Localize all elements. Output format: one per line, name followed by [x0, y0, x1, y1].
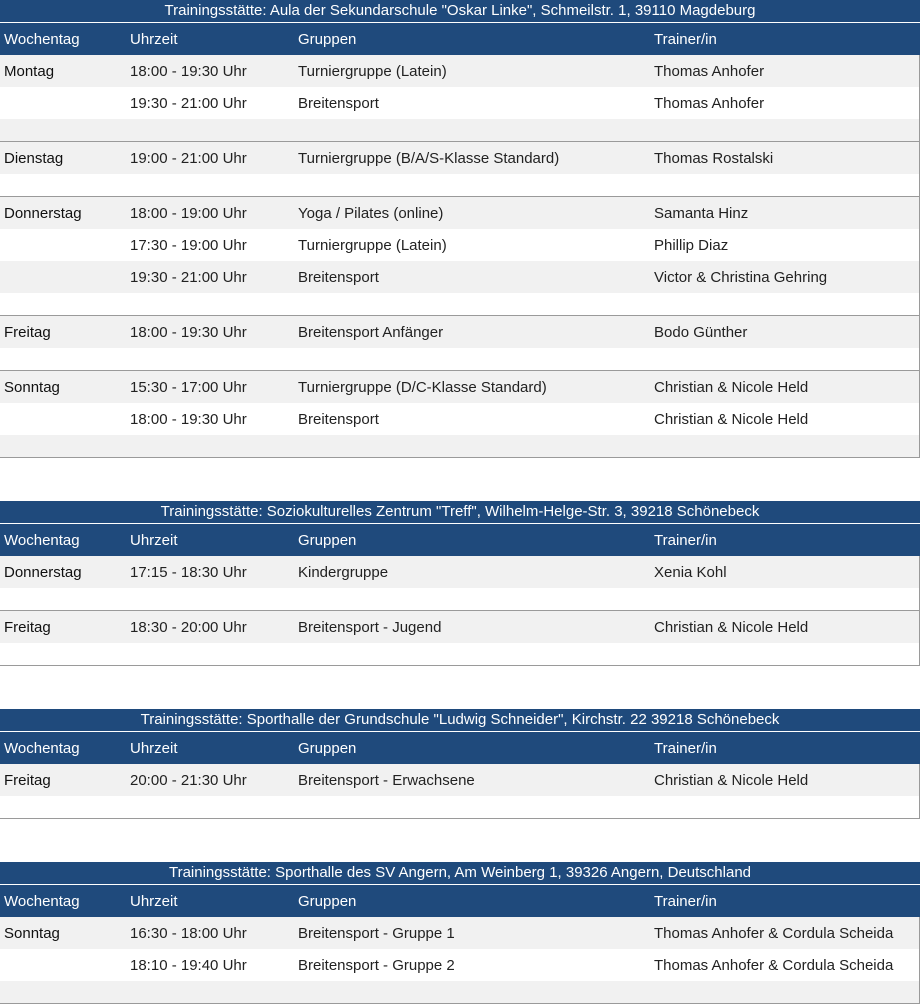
day-group — [0, 556, 920, 611]
time-cell: 18:00 - 19:30 Uhr — [130, 323, 247, 341]
table-row — [0, 611, 919, 643]
table-row — [0, 229, 919, 261]
day-group — [0, 316, 920, 371]
table-row — [0, 316, 919, 348]
venue-title: Trainingsstätte: Sporthalle des SV Angern, Am Weinberg 1, 39326 Angern, Deutschland — [0, 862, 920, 885]
table-row — [0, 197, 919, 229]
table-row — [0, 371, 919, 403]
header-time: Uhrzeit — [130, 739, 178, 757]
spacer-row — [0, 796, 919, 818]
time-cell: 17:15 - 18:30 Uhr — [130, 563, 247, 581]
time-cell: 18:00 - 19:30 Uhr — [130, 410, 247, 428]
day-group — [0, 917, 920, 1004]
header-group: Gruppen — [298, 531, 357, 549]
venue-table — [0, 501, 920, 666]
table-header-row — [0, 732, 920, 764]
header-day: Wochentag — [4, 30, 80, 48]
table-row — [0, 87, 919, 119]
trainer-cell: Christian & Nicole Held — [654, 410, 809, 428]
group-cell: Turniergruppe (Latein) — [298, 62, 447, 80]
group-cell: Turniergruppe (D/C-Klasse Standard) — [298, 378, 547, 396]
trainer-cell: Thomas Anhofer — [654, 94, 765, 112]
table-row — [0, 556, 919, 588]
header-time: Uhrzeit — [130, 30, 178, 48]
table-header-row — [0, 885, 920, 917]
header-group: Gruppen — [298, 739, 357, 757]
table-row — [0, 261, 919, 293]
venue-table — [0, 0, 920, 458]
day-group — [0, 371, 920, 458]
trainer-cell: Christian & Nicole Held — [654, 618, 809, 636]
venue-table — [0, 862, 920, 1004]
trainer-cell: Thomas Rostalski — [654, 149, 774, 167]
spacer-row — [0, 348, 919, 370]
header-day: Wochentag — [4, 892, 80, 910]
header-group: Gruppen — [298, 892, 357, 910]
day-group — [0, 55, 920, 142]
day-cell: Montag — [4, 62, 55, 80]
venue-title: Trainingsstätte: Aula der Sekundarschule "Oskar Linke", Schmeilstr. 1, 39110 Magdeburg — [0, 0, 920, 23]
table-row — [0, 764, 919, 796]
header-time: Uhrzeit — [130, 531, 178, 549]
trainer-cell: Samanta Hinz — [654, 204, 749, 222]
time-cell: 18:30 - 20:00 Uhr — [130, 618, 247, 636]
venue-title: Trainingsstätte: Sporthalle der Grundschule "Ludwig Schneider", Kirchstr. 22 39218 Schönebeck — [0, 709, 920, 732]
table-row — [0, 917, 919, 949]
group-cell: Breitensport Anfänger — [298, 323, 444, 341]
day-group — [0, 197, 920, 316]
group-cell: Breitensport - Gruppe 1 — [298, 924, 455, 942]
spacer-row — [0, 119, 919, 141]
table-row — [0, 949, 919, 981]
time-cell: 20:00 - 21:30 Uhr — [130, 771, 247, 789]
trainer-cell: Victor & Christina Gehring — [654, 268, 828, 286]
header-trainer: Trainer/in — [654, 739, 717, 757]
spacer-row — [0, 588, 919, 610]
spacer-row — [0, 643, 919, 665]
venue-table — [0, 709, 920, 819]
time-cell: 18:00 - 19:00 Uhr — [130, 204, 247, 222]
group-cell: Breitensport - Gruppe 2 — [298, 956, 455, 974]
header-trainer: Trainer/in — [654, 531, 717, 549]
time-cell: 18:10 - 19:40 Uhr — [130, 956, 247, 974]
day-cell: Dienstag — [4, 149, 64, 167]
header-trainer: Trainer/in — [654, 892, 717, 910]
trainer-cell: Thomas Anhofer & Cordula Scheida — [654, 956, 894, 974]
day-cell: Freitag — [4, 323, 51, 341]
day-cell: Freitag — [4, 771, 51, 789]
spacer-row — [0, 293, 919, 315]
table-row — [0, 403, 919, 435]
time-cell: 18:00 - 19:30 Uhr — [130, 62, 247, 80]
trainer-cell: Phillip Diaz — [654, 236, 729, 254]
group-cell: Breitensport — [298, 94, 379, 112]
group-cell: Kindergruppe — [298, 563, 389, 581]
day-cell: Sonntag — [4, 378, 60, 396]
group-cell: Breitensport - Erwachsene — [298, 771, 475, 789]
day-cell: Sonntag — [4, 924, 60, 942]
time-cell: 17:30 - 19:00 Uhr — [130, 236, 247, 254]
group-cell: Turniergruppe (Latein) — [298, 236, 447, 254]
trainer-cell: Christian & Nicole Held — [654, 378, 809, 396]
day-group — [0, 142, 920, 197]
spacer-row — [0, 174, 919, 196]
group-cell: Breitensport — [298, 268, 379, 286]
venue-title: Trainingsstätte: Soziokulturelles Zentrum "Treff", Wilhelm-Helge-Str. 3, 39218 Schönebeck — [0, 501, 920, 524]
spacer-row — [0, 435, 919, 457]
trainer-cell: Bodo Günther — [654, 323, 748, 341]
spacer-row — [0, 981, 919, 1003]
group-cell: Breitensport — [298, 410, 379, 428]
trainer-cell: Xenia Kohl — [654, 563, 727, 581]
table-header-row — [0, 23, 920, 55]
header-day: Wochentag — [4, 531, 80, 549]
day-cell: Donnerstag — [4, 204, 82, 222]
time-cell: 15:30 - 17:00 Uhr — [130, 378, 247, 396]
table-header-row — [0, 524, 920, 556]
group-cell: Breitensport - Jugend — [298, 618, 442, 636]
time-cell: 19:00 - 21:00 Uhr — [130, 149, 247, 167]
table-row — [0, 142, 919, 174]
table-row — [0, 55, 919, 87]
trainer-cell: Thomas Anhofer — [654, 62, 765, 80]
day-group — [0, 764, 920, 819]
day-cell: Freitag — [4, 618, 51, 636]
time-cell: 19:30 - 21:00 Uhr — [130, 94, 247, 112]
day-cell: Donnerstag — [4, 563, 82, 581]
trainer-cell: Christian & Nicole Held — [654, 771, 809, 789]
time-cell: 19:30 - 21:00 Uhr — [130, 268, 247, 286]
header-trainer: Trainer/in — [654, 30, 717, 48]
header-group: Gruppen — [298, 30, 357, 48]
trainer-cell: Thomas Anhofer & Cordula Scheida — [654, 924, 894, 942]
header-day: Wochentag — [4, 739, 80, 757]
time-cell: 16:30 - 18:00 Uhr — [130, 924, 247, 942]
header-time: Uhrzeit — [130, 892, 178, 910]
group-cell: Turniergruppe (B/A/S-Klasse Standard) — [298, 149, 560, 167]
day-group — [0, 611, 920, 666]
group-cell: Yoga / Pilates (online) — [298, 204, 444, 222]
